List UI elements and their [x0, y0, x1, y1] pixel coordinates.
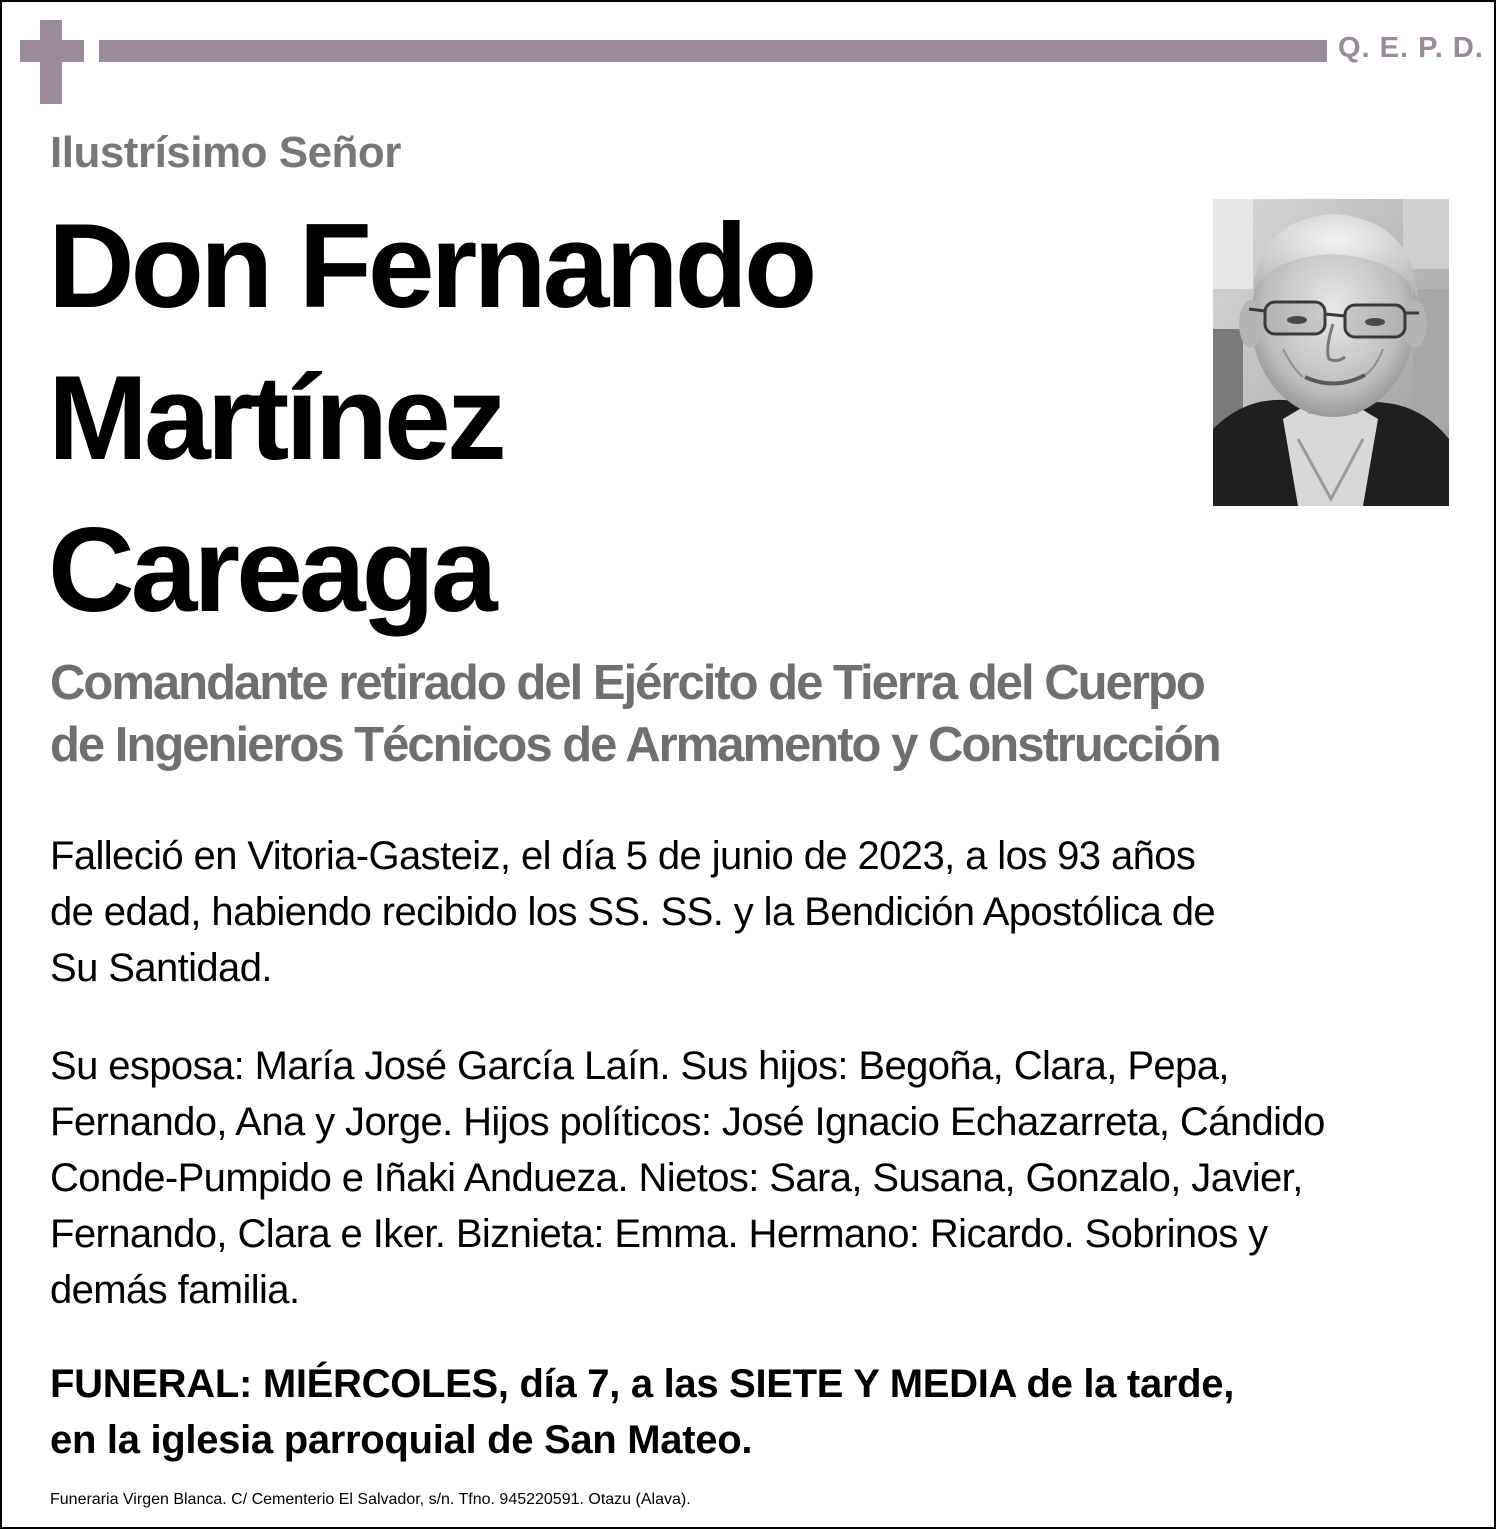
funeral-line: FUNERAL: MIÉRCOLES, día 7, a las SIETE Y MEDIA de la tarde, — [50, 1362, 1235, 1406]
deceased-name — [48, 190, 1148, 646]
header-rule — [99, 40, 1327, 62]
deceased-role — [50, 652, 1450, 776]
funeral-details — [50, 1356, 1450, 1468]
funeral-home-footer: Funeraria Virgen Blanca. C/ Cementerio El Salvador, s/n. Tfno. 945220591. Otazu (Alava). — [50, 1491, 691, 1508]
text-line: Conde-Pumpido e Iñaki Andueza. Nietos: Sara, Susana, Gonzalo, Javier, — [50, 1156, 1303, 1200]
text-line: de edad, habiendo recibido los SS. SS. y la Bendición Apostólica de — [50, 890, 1216, 934]
funeral-line: en la iglesia parroquial de San Mateo. — [50, 1418, 753, 1462]
name-line: Martínez — [48, 351, 503, 485]
honorific-title: Ilustrísimo Señor — [50, 128, 401, 177]
portrait-photo — [1213, 199, 1449, 506]
text-line: Fernando, Clara e Iker. Biznieta: Emma. Hermano: Ricardo. Sobrinos y — [50, 1212, 1268, 1256]
text-line: Fernando, Ana y Jorge. Hijos políticos: José Ignacio Echazarreta, Cándido — [50, 1100, 1325, 1144]
name-line: Don Fernando — [48, 199, 814, 333]
name-line: Careaga — [48, 503, 494, 637]
text-line: Su Santidad. — [50, 946, 272, 990]
qepd-label: Q. E. P. D. — [1338, 32, 1484, 64]
death-notice-paragraph — [50, 828, 1450, 996]
role-line: de Ingenieros Técnicos de Armamento y Construcción — [50, 718, 1220, 772]
text-line: Su esposa: María José García Laín. Sus hijos: Begoña, Clara, Pepa, — [50, 1044, 1229, 1088]
cross-icon — [20, 20, 84, 104]
text-line: Falleció en Vitoria-Gasteiz, el día 5 de junio de 2023, a los 93 años — [50, 834, 1196, 878]
text-line: demás familia. — [50, 1268, 300, 1312]
family-paragraph — [50, 1038, 1450, 1318]
role-line: Comandante retirado del Ejército de Tierra del Cuerpo — [50, 656, 1204, 710]
